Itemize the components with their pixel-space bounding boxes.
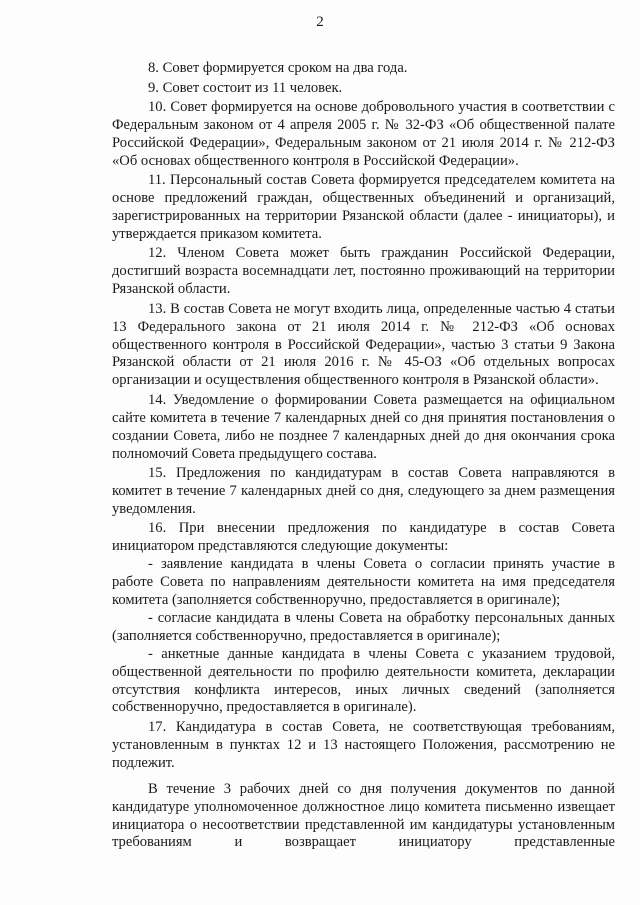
paragraph-12: 12. Членом Совета может быть гражданин Российской Федерации, достигший возраста восемнадцати лет, постоянно проживающий на территории Рязанской области. [112,245,615,298]
paragraph-8: 8. Совет формируется сроком на два года. [148,60,408,76]
document-body [112,60,615,852]
paragraph-9: 9. Совет состоит из 11 человек. [148,79,343,96]
paragraph-17-continuation: В течение 3 рабочих дней со дня получения документов по данной кандидатуре уполномоченное должностное лицо комитета письменно извещает инициатора о несоответствии представленной им кандидатуры установленным требованиям и возвращает инициатору представленные [112,780,615,851]
list-item-consent: - согласие кандидата в члены Совета на обработку персональных данных (заполняется собственноручно, предоставляется в оригинале); [112,609,615,644]
paragraph-14: 14. Уведомление о формировании Совета размещается на официальном сайте комитета в течение 7 календарных дней со дня принятия постановления о создании Совета, либо не позднее 7 календарных дней до дня окончания срока полномочий Совета предыдущего состава. [112,391,615,462]
page-number: 2 [316,14,324,30]
paragraph-17: 17. Кандидатура в состав Совета, не соответствующая требованиям, установленным в пунктах 12 и 13 настоящего Положения, рассмотрению не подлежит. [112,718,615,771]
paragraph-13: 13. В состав Совета не могут входить лица, определенные частью 4 статьи 13 Федерального закона от 21 июля 2014 г. № 212-ФЗ «Об основах общественного контроля в Российской Федерации», частью 3 статьи 9 Закона Рязанской области от 21 июля 2016 г. № 45-ОЗ «Об отдельных вопросах организации и осуществления общественного контроля в Рязанской области». [112,300,615,389]
list-item-application: - заявление кандидата в члены Совета о согласии принять участие в работе Совета по направлениям деятельности комитета на имя председателя комитета (заполняется собственноручно, предоставляется в оригинале); [112,556,615,609]
paragraph-10: 10. Совет формируется на основе добровольного участия в соответствии с Федеральным законом от 4 апреля 2005 г. № 32-ФЗ «Об общественной палате Российской Федерации», Федеральным законом от 21 июля 2014 г. № 212-ФЗ «Об основах общественного контроля в Российской Федерации». [112,99,615,169]
list-item-questionnaire: - анкетные данные кандидата в члены Совета с указанием трудовой, общественной деятельности по профилю деятельности комитета, декларации отсутствия конфликта интересов, иных личных сведений (заполняется собственноручно, предоставляется в оригинале). [112,645,615,716]
paragraph-16: 16. При внесении предложения по кандидатуре в состав Совета инициатором представляются следующие документы: [112,520,615,555]
paragraph-15: 15. Предложения по кандидатурам в состав Совета направляются в комитет в течение 7 календарных дней со дня, следующего за днем размещения уведомления. [112,465,615,517]
paragraph-11: 11. Персональный состав Совета формируется председателем комитета на основе предложений граждан, общественных объединений и организаций, зарегистрированных на территории Рязанской области (далее - инициаторы), и утверждается приказом комитета. [112,172,615,242]
